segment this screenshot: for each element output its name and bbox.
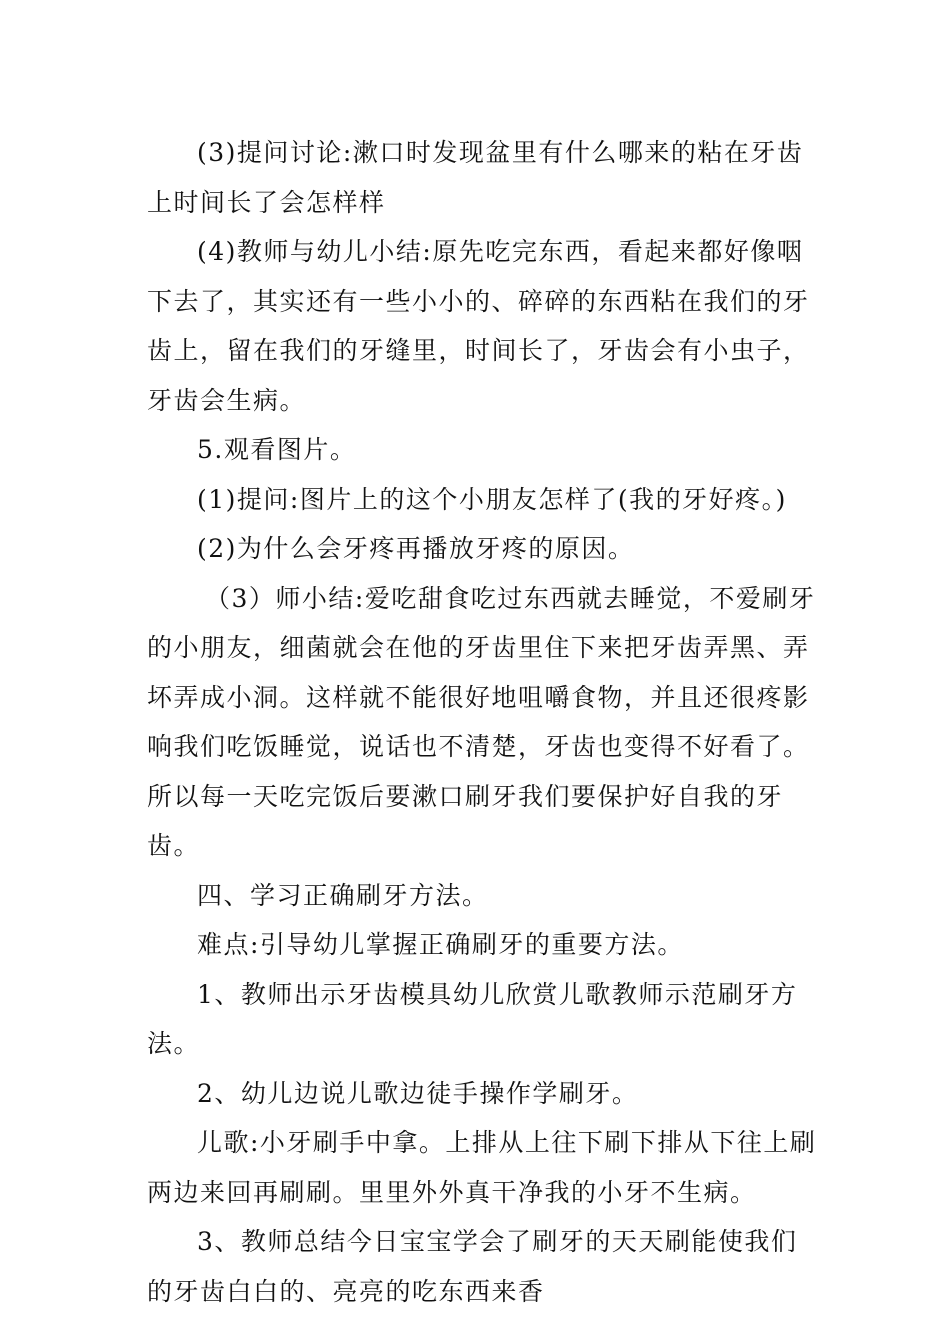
paragraph-nursery-rhyme: 儿歌:小牙刷手中拿。上排从上往下刷下排从下往上刷两边来回再刷刷。里里外外真干净我的小牙不生病。 — [147, 1128, 817, 1207]
paragraph-step-3: 3、教师总结今日宝宝学会了刷牙的天天刷能使我们的牙齿白白的、亮亮的吃东西来香 — [147, 1227, 798, 1306]
paragraph-question-discussion: (3)提问讨论:漱口时发现盆里有什么哪来的粘在牙齿上时间长了会怎样样 — [147, 138, 804, 217]
paragraph-toothache-reason: (2)为什么会牙疼再播放牙疼的原因。 — [197, 534, 635, 563]
paragraph-picture-question: (1)提问:图片上的这个小朋友怎样了(我的牙好疼。) — [197, 484, 787, 514]
document-body — [147, 128, 817, 1316]
paragraph-view-pictures: 5.观看图片。 — [197, 435, 357, 464]
paragraph-difficulty: 难点:引导幼儿掌握正确刷牙的重要方法。 — [197, 930, 684, 959]
section-heading-brushing-method: 四、学习正确刷牙方法。 — [197, 880, 489, 910]
paragraph-teacher-summary: （3）师小结:爱吃甜食吃过东西就去睡觉，不爱刷牙的小朋友，细菌就会在他的牙齿里住下来把牙齿弄黑、弄坏弄成小洞。这样就不能很好地咀嚼食物，并且还很疼影响我们吃饭睡觉，说话也不清楚，牙齿也变得不好看了。所以每一天吃完饭后要漱口刷牙我们要保护好自我的牙齿。 — [147, 583, 816, 860]
paragraph-step-1: 1、教师出示牙齿模具幼儿欣赏儿歌教师示范刷牙方法。 — [147, 979, 798, 1058]
paragraph-step-2: 2、幼儿边说儿歌边徒手操作学刷牙。 — [197, 1078, 639, 1108]
paragraph-teacher-child-summary: (4)教师与幼儿小结:原先吃完东西，看起来都好像咽下去了，其实还有一些小小的、碎碎的东西粘在我们的牙齿上，留在我们的牙缝里，时间长了，牙齿会有小虫子，牙齿会生病。 — [147, 237, 810, 415]
